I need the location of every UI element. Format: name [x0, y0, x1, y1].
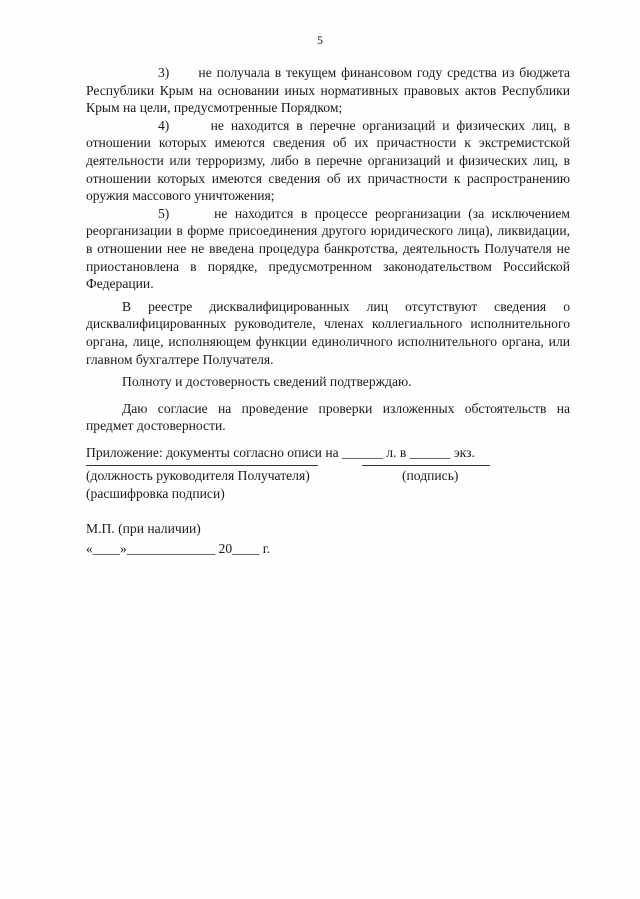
list-item-text: не получала в текущем финансовом году средства из бюджета Республики Крым на основании иных нормативных правовых актов Республики Крым на цели, предусмотренные Порядком; [86, 65, 570, 116]
page-number: 5 [317, 33, 323, 47]
disqualified-paragraph: В реестре дисквалифицированных лиц отсутствуют сведения о дисквалифицированных руководителе, членах коллегиального исполнительного органа, лице, исполняющем функции единоличного исполнительного органа, или главном бухгалтере Получателя. [86, 298, 570, 367]
attachment-line: Приложение: документы согласно описи на ______ л. в ______ экз. [86, 444, 475, 460]
list-item-4 [86, 117, 570, 205]
stamp-block [86, 519, 270, 559]
list-item-3 [86, 64, 570, 117]
position-label: (должность руководителя Получателя) [86, 468, 310, 483]
list-number: 5) [158, 205, 170, 221]
signature-underline [362, 465, 490, 466]
consent-paragraph: Даю согласие на проведение проверки изложенных обстоятельств на предмет достоверности. [86, 400, 570, 434]
date-line: «____»_____________ 20____ г. [86, 541, 271, 556]
completeness-paragraph: Полноту и достоверность сведений подтверждаю. [122, 374, 412, 390]
list-item-5 [86, 205, 570, 293]
list-number: 4) [158, 117, 170, 133]
mp-label: М.П. (при наличии) [86, 521, 201, 536]
list-item-text: не находится в перечне организаций и физических лиц, в отношении которых имеются сведения об их причастности к экстремистской деятельности или терроризму, либо в перечне организаций и физических лиц, в отношении которых имеются сведения об их причастности к распространению оружия массового уничтожения; [86, 117, 570, 204]
signature-label: (подпись) [402, 468, 459, 483]
position-underline [86, 465, 318, 466]
decoding-label: (расшифровка подписи) [86, 486, 225, 501]
list-number: 3) [158, 65, 170, 80]
document-body [86, 64, 570, 461]
list-item-text: не находится в процессе реорганизации (за исключением реорганизации в форме присоединения другого юридического лица), ликвидации, в отношении нее не введена процедура банкротства, деятельность Получателя не приостановлена в порядке, предусмотренном законодательством Российской Федерации. [86, 205, 571, 292]
